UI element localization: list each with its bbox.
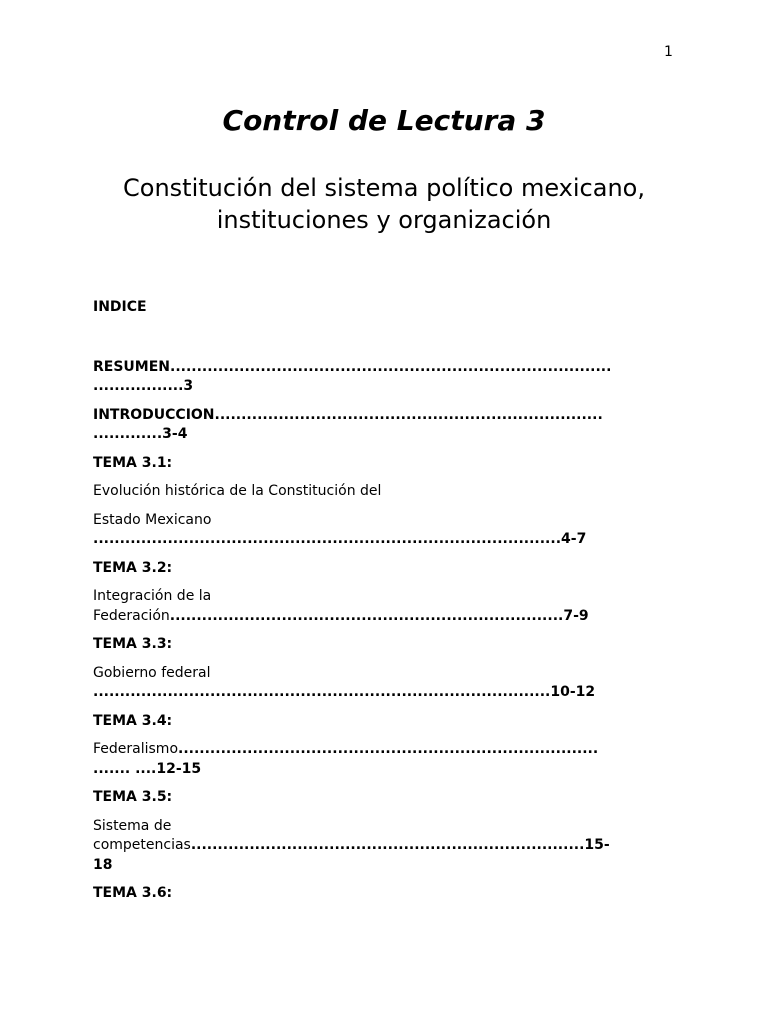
subtitle-line-2: instituciones y organización xyxy=(216,206,552,234)
toc-tema-3-1-label: TEMA 3.1: xyxy=(93,454,173,471)
toc-tema-3-2-label: TEMA 3.2: xyxy=(93,559,173,576)
toc-tema-3-2-leader: ..........................................................................7-9 xyxy=(169,607,589,624)
toc-tema-3-4-leader: ............................................................................... xyxy=(178,741,599,757)
toc-tema-3-3-leader: ......................................................................................10-12 xyxy=(93,684,596,700)
toc-tema-3-4-line-2: ....... ....12-15 xyxy=(93,760,202,777)
toc-tema-3-1-desc-1: Evolución histórica de la Constitución del xyxy=(93,483,382,499)
toc-tema-3-5-line-3: 18 xyxy=(93,856,113,873)
toc-tema-3-5-desc-2: competencias xyxy=(93,837,191,853)
toc-entry-tema-3-4 xyxy=(93,712,693,780)
toc-tema-3-3-label: TEMA 3.3: xyxy=(93,636,173,652)
document-subtitle xyxy=(0,172,768,236)
toc-tema-3-2-desc-2: Federación xyxy=(93,607,170,624)
table-of-contents xyxy=(93,298,693,913)
toc-tema-3-5-desc-1: Sistema de xyxy=(93,817,172,834)
toc-tema-3-1-leader: ........................................................................................4-7 xyxy=(93,531,587,547)
document-title: Control de Lectura 3 xyxy=(222,104,546,137)
page-number: 1 xyxy=(664,44,673,60)
toc-entry-tema-3-1 xyxy=(93,454,693,550)
toc-introduccion-line-1: INTRODUCCION......................................................................... xyxy=(93,406,603,423)
toc-tema-3-6-label: TEMA 3.6: xyxy=(93,885,173,901)
toc-entry-resumen xyxy=(93,358,693,397)
toc-entry-introduccion xyxy=(93,406,693,445)
toc-introduccion-line-2: .............3-4 xyxy=(93,426,188,442)
toc-resumen-line-1: RESUMEN................................................................................... xyxy=(93,358,612,375)
toc-tema-3-2-desc-1: Integración de la xyxy=(93,588,212,604)
toc-entry-tema-3-3 xyxy=(93,635,693,703)
toc-tema-3-4-label: TEMA 3.4: xyxy=(93,712,173,729)
toc-entry-tema-3-2 xyxy=(93,559,693,627)
index-heading: INDICE xyxy=(93,299,147,315)
toc-entry-tema-3-5 xyxy=(93,788,693,875)
toc-tema-3-3-desc-1: Gobierno federal xyxy=(93,664,211,681)
toc-tema-3-4-desc-1: Federalismo xyxy=(93,741,179,757)
toc-entry-tema-3-6 xyxy=(93,884,693,904)
toc-tema-3-5-leader: ..........................................................................15- xyxy=(190,837,610,853)
toc-tema-3-5-label: TEMA 3.5: xyxy=(93,789,173,805)
toc-resumen-line-2: .................3 xyxy=(93,378,194,394)
subtitle-line-1: Constitución del sistema político mexicano, xyxy=(123,174,645,202)
toc-tema-3-1-desc-2: Estado Mexicano xyxy=(93,511,212,528)
